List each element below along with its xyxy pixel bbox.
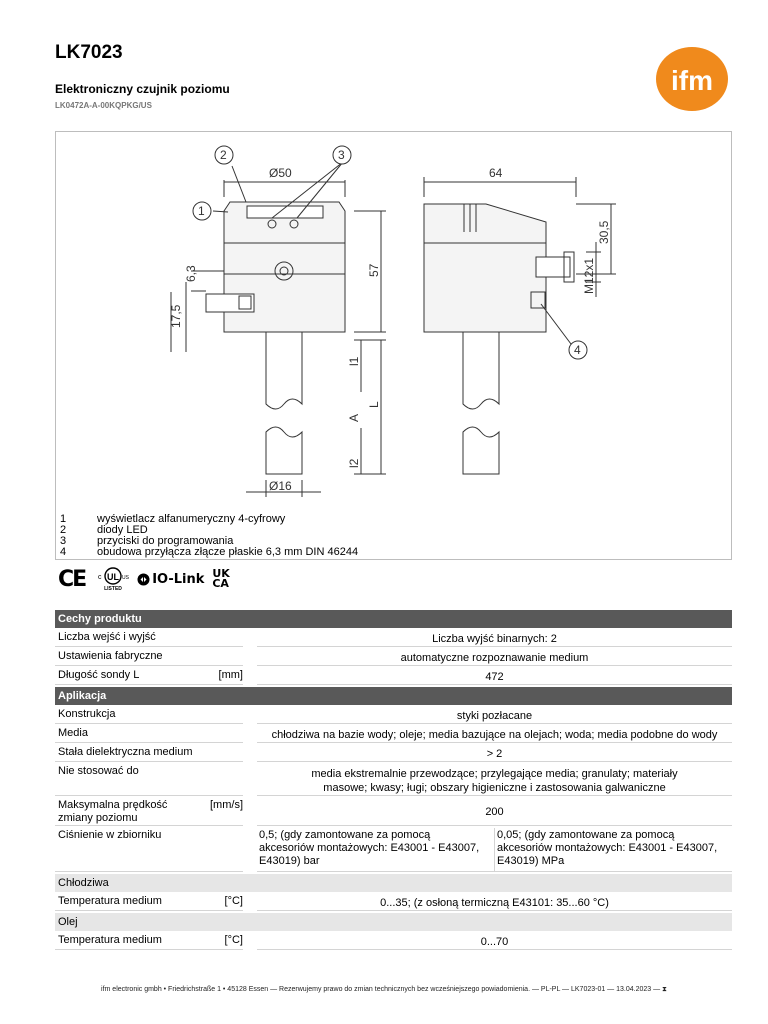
dim-diameter-probe: Ø16 <box>269 479 292 493</box>
dim-height: 57 <box>367 263 381 277</box>
row-value-mpa <box>494 828 732 872</box>
row-label: Stała dielektryczna medium <box>55 745 243 762</box>
row-label <box>55 894 243 911</box>
callout-4: 4 <box>574 343 581 357</box>
legend-number: 4 <box>60 546 67 558</box>
row-label: Liczba wejść i wyjść <box>55 630 243 647</box>
svg-text:ifm: ifm <box>671 65 713 96</box>
page-footer: ifm electronic gmbh • Friedrichstraße 1 • 45128 Essen — Rezerwujemy prawo do zmian technicznych bez wcześniejszego powiadomienia. — PL-PL — LK7023-01 — 13.04.2023 — ⧗ <box>101 986 667 993</box>
table-row <box>55 726 732 743</box>
io-link-logo <box>137 572 204 587</box>
value-line: akcesoriów montażowych: E43001 - E43007, <box>259 842 480 854</box>
table-row <box>55 649 732 666</box>
unit-text: [°C] <box>224 895 243 907</box>
ifm-logo <box>655 46 729 112</box>
ul-listed-icon <box>93 566 129 592</box>
row-label: Nie stosować do <box>55 764 243 796</box>
legend-number: 1 <box>60 513 67 525</box>
drawing-legend <box>60 514 358 558</box>
svg-text:c: c <box>98 574 102 581</box>
legend-text: wyświetlacz alfanumeryczny 4-cyfrowy <box>97 513 286 525</box>
section-header-product: Cechy produktu <box>55 610 732 628</box>
row-label <box>55 933 243 950</box>
label-line: Maksymalna prędkość <box>58 799 168 811</box>
table-row <box>55 707 732 724</box>
row-value <box>257 764 732 796</box>
legend-text: przyciski do programowania <box>97 535 234 547</box>
row-value: 472 <box>257 668 732 685</box>
label-text: Temperatura medium <box>58 895 162 907</box>
callout-2: 2 <box>220 148 227 162</box>
legend-text: obudowa przyłącza złącze płaskie 6,3 mm DIN 46244 <box>97 546 359 558</box>
value-line: media ekstremalnie przewodzące; przylegające media; granulaty; materiały <box>311 768 678 780</box>
product-subtitle: Elektroniczny czujnik poziomu <box>55 82 230 96</box>
row-value: 200 <box>257 798 732 826</box>
callout-3: 3 <box>338 148 345 162</box>
label-text: Długość sondy L <box>58 669 140 681</box>
unit-text: [mm] <box>218 669 243 681</box>
io-link-icon <box>137 573 150 586</box>
row-value: Liczba wyjść binarnych: 2 <box>257 630 732 647</box>
legend-number: 3 <box>60 535 67 547</box>
dim-d2: 17,5 <box>169 304 183 328</box>
value-line: akcesoriów montażowych: E43001 - E43007, <box>497 842 718 854</box>
row-label: Ciśnienie w zbiorniku <box>55 828 243 872</box>
row-value: 0...70 <box>257 933 732 950</box>
row-label <box>55 668 243 685</box>
legend-text: diody LED <box>97 524 148 536</box>
label-line: zmiany poziomu <box>58 812 138 824</box>
value-line: E43019) MPa <box>497 855 565 867</box>
table-row <box>55 745 732 762</box>
technical-drawing <box>55 131 732 560</box>
dim-thread: M12x1 <box>582 257 596 294</box>
table-row <box>55 630 732 647</box>
section-header-application: Aplikacja <box>55 687 732 705</box>
unit-text: [°C] <box>224 934 243 946</box>
dim-diameter-top: Ø50 <box>269 166 292 180</box>
table-row <box>55 933 732 950</box>
value-line: E43019) bar <box>259 855 320 867</box>
row-value-bar <box>257 828 494 872</box>
legend-number: 2 <box>60 524 67 536</box>
row-value: 0...35; (z osłoną termiczną E43101: 35...60 °C) <box>257 894 732 911</box>
dim-l: L <box>367 401 381 408</box>
dim-width-side: 64 <box>489 166 503 180</box>
io-link-text: IO-Link <box>152 571 205 587</box>
ukca-bottom: CA <box>212 577 229 590</box>
table-row <box>55 764 732 796</box>
dim-d1: 6,3 <box>184 265 198 282</box>
table-row <box>55 668 732 685</box>
section-header-oil: Olej <box>55 913 732 931</box>
section-header-coolant: Chłodziwa <box>55 874 732 892</box>
value-line: masowe; kwasy; ługi; obszary higieniczne i zastosowania galwaniczne <box>323 782 666 794</box>
table-row <box>55 828 732 872</box>
row-value: > 2 <box>257 745 732 762</box>
dim-d3: 30,5 <box>597 220 611 244</box>
legend-item <box>60 547 358 558</box>
table-row <box>55 798 732 826</box>
row-value: chłodziwa na bazie wody; oleje; media bazujące na olejach; woda; media podobne do wody <box>257 726 732 743</box>
row-label <box>55 798 243 826</box>
callout-1: 1 <box>198 204 205 218</box>
spec-table <box>55 610 732 952</box>
row-value: styki pozłacane <box>257 707 732 724</box>
dim-a: A <box>347 413 361 422</box>
row-label: Konstrukcja <box>55 707 243 724</box>
dim-l2: l2 <box>347 458 361 468</box>
svg-text:UL: UL <box>107 572 120 582</box>
label-text <box>55 798 201 825</box>
row-label: Media <box>55 726 243 743</box>
row-label: Ustawienia fabryczne <box>55 649 243 666</box>
ukca-top: UK <box>212 567 230 580</box>
page-title: LK7023 <box>55 42 123 63</box>
article-code: LK0472A-A-00KQPKG/US <box>55 101 152 110</box>
row-value: automatyczne rozpoznawanie medium <box>257 649 732 666</box>
value-line: 0,05; (gdy zamontowane za pomocą <box>497 829 675 841</box>
certification-marks <box>58 565 230 593</box>
svg-text:LISTED: LISTED <box>104 586 123 592</box>
unit-text: [mm/s] <box>210 799 243 811</box>
value-line: 0,5; (gdy zamontowane za pomocą <box>259 829 431 841</box>
table-row <box>55 894 732 911</box>
dim-l1: l1 <box>347 356 361 366</box>
ce-mark-icon: CE <box>58 566 86 592</box>
svg-text:US: US <box>122 575 130 581</box>
dimension-drawing <box>56 132 731 512</box>
label-text: Temperatura medium <box>58 934 162 946</box>
ukca-mark-icon <box>212 569 229 589</box>
